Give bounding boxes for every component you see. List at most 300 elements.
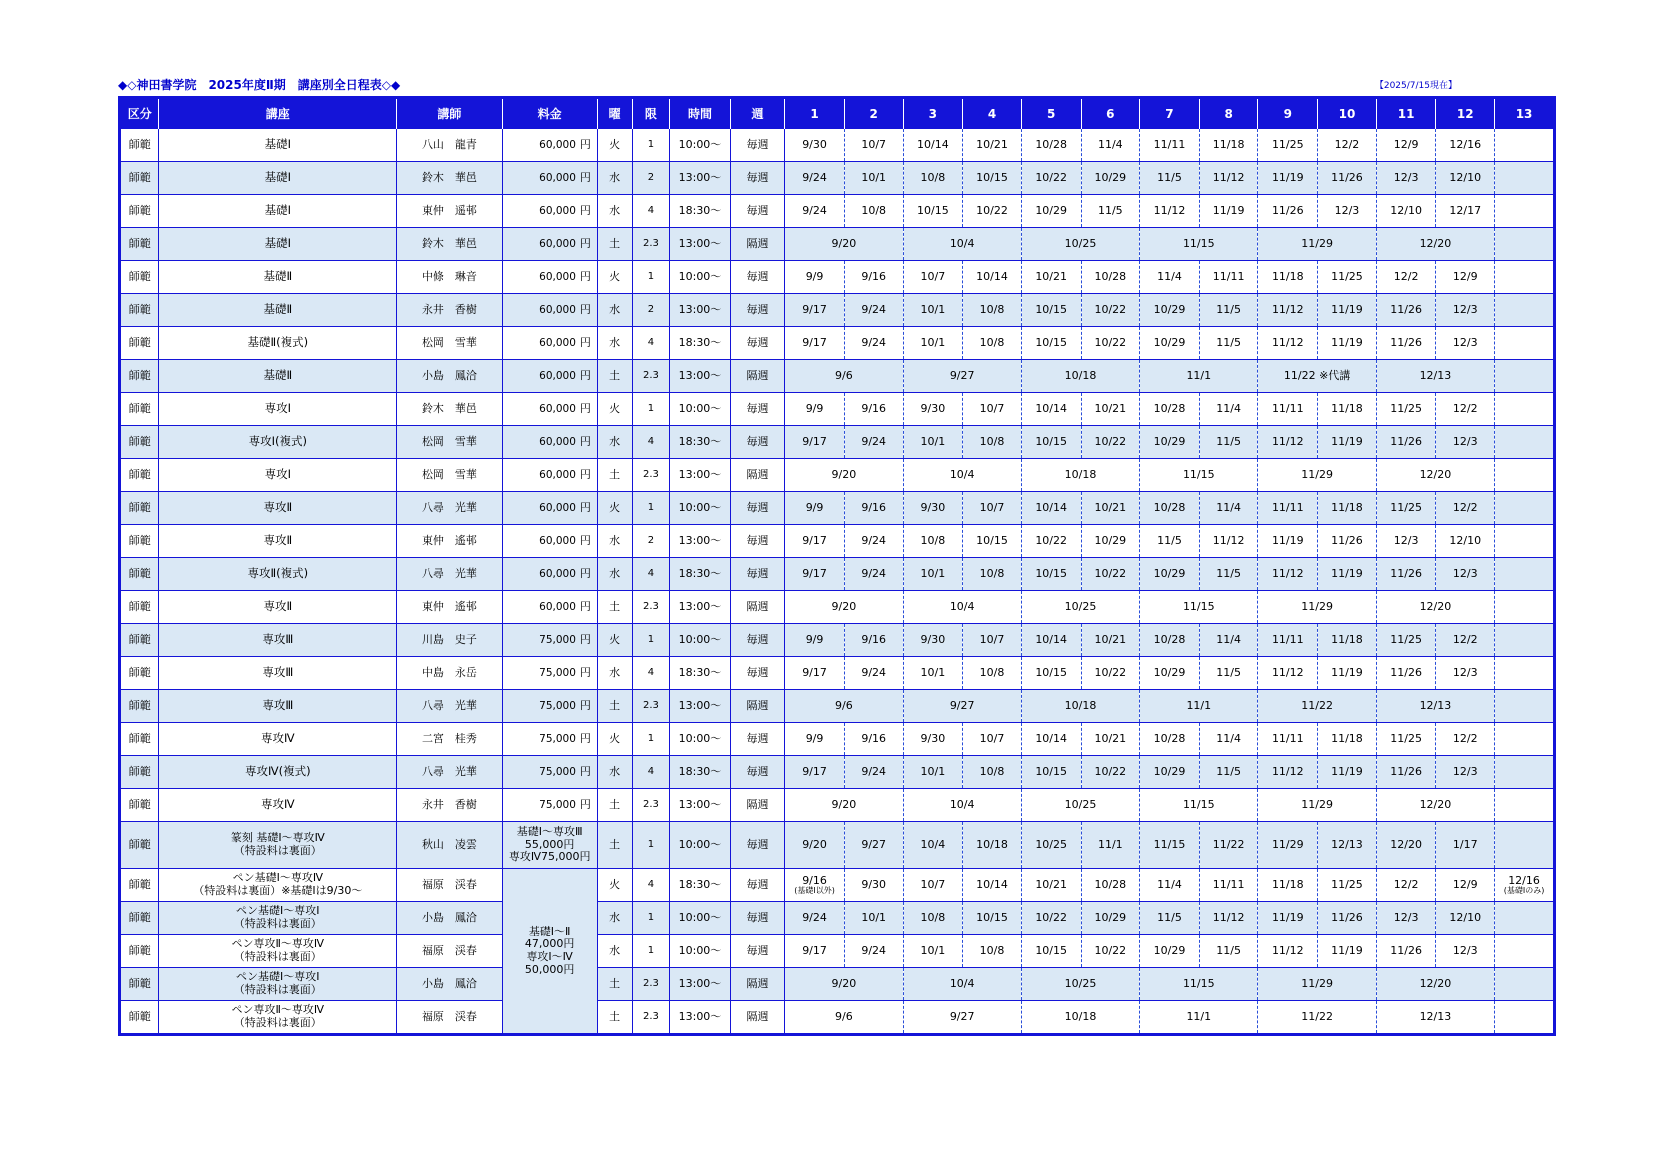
date-cell: 11/4: [1199, 393, 1258, 426]
date-cell: 10/14: [1021, 723, 1081, 756]
schedule-body: [120, 129, 1555, 1035]
day-cell: 火: [597, 393, 632, 426]
date-cell: 10/22: [1021, 525, 1081, 558]
period-cell: 4: [632, 195, 669, 228]
date-cell: 11/5: [1199, 327, 1258, 360]
date-cell: 11/5: [1199, 426, 1258, 459]
date-cell: 11/12: [1258, 935, 1318, 968]
header-session-4: 4: [963, 98, 1022, 129]
week-cell: 毎週: [730, 624, 784, 657]
date-cell: 10/25: [1021, 591, 1139, 624]
date-cell: 9/30: [903, 624, 963, 657]
period-cell: 2.3: [632, 968, 669, 1001]
date-cell: 11/19: [1258, 162, 1318, 195]
date-cell: 10/8: [963, 294, 1022, 327]
fee-cell: 60,000: [502, 129, 578, 162]
day-cell: 土: [597, 968, 632, 1001]
day-cell: 水: [597, 525, 632, 558]
yen-cell: 円: [578, 129, 597, 162]
date-cell: 11/29: [1258, 968, 1376, 1001]
date-cell: 10/22: [1021, 902, 1081, 935]
date-cell: 9/24: [785, 195, 845, 228]
date-cell: 9/24: [844, 525, 903, 558]
day-cell: 土: [597, 228, 632, 261]
schedule-table: [118, 96, 1556, 1036]
date-cell: 9/9: [785, 723, 845, 756]
time-cell: 10:00～: [670, 902, 731, 935]
period-cell: 1: [632, 492, 669, 525]
date-cell: 11/19: [1318, 756, 1377, 789]
date-cell: 11/26: [1318, 525, 1377, 558]
fee-cell: 60,000: [502, 228, 578, 261]
pen-fee-cell: [502, 869, 597, 1035]
date-cell: 10/28: [1140, 624, 1200, 657]
day-cell: 水: [597, 935, 632, 968]
table-row: [120, 657, 1555, 690]
fee-cell: 60,000: [502, 492, 578, 525]
fee-cell: [502, 822, 597, 869]
category-cell: 師範: [120, 822, 159, 869]
week-cell: 毎週: [730, 195, 784, 228]
date-cell: 11/5: [1199, 558, 1258, 591]
week-cell: 隔週: [730, 591, 784, 624]
yen-cell: 円: [578, 228, 597, 261]
week-cell: 毎週: [730, 294, 784, 327]
course-line-1: 篆刻 基礎Ⅰ～専攻Ⅳ: [230, 831, 325, 845]
category-cell: 師範: [120, 690, 159, 723]
date-cell: 11/12: [1199, 525, 1258, 558]
yen-cell: 円: [578, 261, 597, 294]
date-cell: 11/11: [1258, 492, 1318, 525]
period-cell: 2.3: [632, 690, 669, 723]
date-cell: 9/20: [785, 968, 903, 1001]
period-cell: 2: [632, 162, 669, 195]
date-cell: 9/30: [903, 723, 963, 756]
date-cell: 11/4: [1140, 869, 1200, 902]
day-cell: 水: [597, 426, 632, 459]
date-cell: 11/18: [1258, 261, 1318, 294]
date-cell: 9/17: [785, 558, 845, 591]
date-cell: 9/17: [785, 756, 845, 789]
date-cell: 12/2: [1376, 869, 1436, 902]
date-cell: 9/9: [785, 393, 845, 426]
table-row: [120, 294, 1555, 327]
date-cell: [1495, 129, 1555, 162]
teacher-cell: 中島 永岳: [397, 657, 503, 690]
header-course: 講座: [159, 98, 397, 129]
header-fee: 料金: [502, 98, 597, 129]
time-cell: 13:00～: [670, 294, 731, 327]
date-cell: 10/8: [903, 525, 963, 558]
date-cell: 10/29: [1140, 294, 1200, 327]
date-cell: 10/15: [903, 195, 963, 228]
fee-cell: 75,000: [502, 657, 578, 690]
date-cell: 12/10: [1436, 902, 1495, 935]
day-cell: 水: [597, 902, 632, 935]
date-cell: [1495, 822, 1555, 869]
date-cell: 12/3: [1376, 902, 1436, 935]
category-cell: 師範: [120, 935, 159, 968]
teacher-cell: 東仲 遙邨: [397, 591, 503, 624]
week-cell: 毎週: [730, 327, 784, 360]
date-cell: 12/3: [1318, 195, 1377, 228]
date-cell: 9/17: [785, 525, 845, 558]
teacher-cell: 八尋 光華: [397, 690, 503, 723]
week-cell: 毎週: [730, 393, 784, 426]
period-cell: 1: [632, 935, 669, 968]
fee-line-1: 基礎Ⅰ～専攻Ⅲ: [516, 825, 583, 839]
date-cell: 11/15: [1140, 789, 1258, 822]
date-cell: 11/22: [1258, 690, 1376, 723]
date-cell: 10/15: [1021, 327, 1081, 360]
period-cell: 2: [632, 294, 669, 327]
teacher-cell: 中條 琳音: [397, 261, 503, 294]
period-cell: 1: [632, 723, 669, 756]
category-cell: 師範: [120, 162, 159, 195]
week-cell: 毎週: [730, 162, 784, 195]
date-cell: 11/18: [1258, 869, 1318, 902]
header-session-10: 10: [1318, 98, 1377, 129]
header-row: [120, 98, 1555, 129]
teacher-cell: 永井 香樹: [397, 294, 503, 327]
day-cell: 火: [597, 261, 632, 294]
period-cell: 2.3: [632, 591, 669, 624]
week-cell: 毎週: [730, 261, 784, 294]
date-cell: 9/20: [785, 789, 903, 822]
date-cell: 10/15: [1021, 294, 1081, 327]
teacher-cell: 二宮 桂秀: [397, 723, 503, 756]
date-cell: 10/15: [963, 902, 1022, 935]
yen-cell: 円: [578, 162, 597, 195]
period-cell: 2.3: [632, 1001, 669, 1035]
date-cell: 12/10: [1376, 195, 1436, 228]
week-cell: 毎週: [730, 869, 784, 902]
date-cell: 11/19: [1318, 327, 1377, 360]
date-cell: 11/15: [1140, 968, 1258, 1001]
date-cell: [1495, 393, 1555, 426]
teacher-cell: 秋山 凌雲: [397, 822, 503, 869]
time-cell: 10:00～: [670, 261, 731, 294]
date-cell: 10/29: [1021, 195, 1081, 228]
date-cell: 10/29: [1140, 657, 1200, 690]
teacher-cell: 鈴木 華邑: [397, 228, 503, 261]
table-row: [120, 162, 1555, 195]
date-cell: 9/24: [844, 294, 903, 327]
week-cell: 毎週: [730, 723, 784, 756]
date-cell: 10/7: [963, 624, 1022, 657]
time-cell: 18:30～: [670, 195, 731, 228]
date-cell: 11/26: [1258, 195, 1318, 228]
course-cell: 専攻Ⅳ(複式): [159, 756, 397, 789]
date-cell: 10/14: [1021, 492, 1081, 525]
date-cell: 9/30: [903, 492, 963, 525]
date-cell: 10/15: [1021, 756, 1081, 789]
day-cell: 火: [597, 869, 632, 902]
date-cell: 11/12: [1258, 294, 1318, 327]
week-cell: 隔週: [730, 690, 784, 723]
date-cell: 11/25: [1258, 129, 1318, 162]
date-cell: 10/28: [1081, 869, 1140, 902]
date-cell: 11/18: [1318, 393, 1377, 426]
page-title: ◆◇神田書学院 2025年度Ⅱ期 講座別全日程表◇◆: [118, 78, 401, 92]
date-cell: 12/3: [1436, 935, 1495, 968]
course-line-2: （特設料は裏面）: [233, 1016, 322, 1029]
date-cell: 11/25: [1376, 624, 1436, 657]
period-cell: 1: [632, 902, 669, 935]
date-cell: 10/1: [903, 294, 963, 327]
category-cell: 師範: [120, 968, 159, 1001]
teacher-cell: 松岡 雪華: [397, 459, 503, 492]
date-cell: 9/27: [903, 360, 1021, 393]
category-cell: 師範: [120, 624, 159, 657]
date-cell: 10/4: [903, 789, 1021, 822]
date-cell: [1495, 657, 1555, 690]
date-cell: 11/15: [1140, 822, 1200, 869]
week-cell: 毎週: [730, 822, 784, 869]
course-cell: 専攻Ⅳ: [159, 789, 397, 822]
date-cell: 12/20: [1376, 459, 1494, 492]
date-cell: 11/11: [1199, 869, 1258, 902]
header-period: 限: [632, 98, 669, 129]
date-cell: 10/29: [1140, 935, 1200, 968]
date-cell: 9/27: [903, 1001, 1021, 1035]
yen-cell: 円: [578, 789, 597, 822]
date-cell: 9/20: [785, 822, 845, 869]
day-cell: 土: [597, 822, 632, 869]
category-cell: 師範: [120, 558, 159, 591]
fee-cell: 60,000: [502, 294, 578, 327]
day-cell: 土: [597, 459, 632, 492]
date-cell: 11/4: [1140, 261, 1200, 294]
week-cell: 隔週: [730, 360, 784, 393]
date-cell: 9/9: [785, 261, 845, 294]
course-cell: [159, 1001, 397, 1035]
header-week: 週: [730, 98, 784, 129]
date-cell: 12/2: [1436, 492, 1495, 525]
time-cell: 13:00～: [670, 1001, 731, 1035]
time-cell: 13:00～: [670, 789, 731, 822]
date-cell: 10/4: [903, 591, 1021, 624]
table-row: [120, 228, 1555, 261]
date-cell: 10/22: [1081, 327, 1140, 360]
day-cell: 土: [597, 1001, 632, 1035]
date-cell: 12/13: [1376, 360, 1494, 393]
date-cell: [1495, 492, 1555, 525]
header-session-3: 3: [903, 98, 963, 129]
date-cell: 11/5: [1199, 935, 1258, 968]
course-line-1: ペン基礎Ⅰ～専攻Ⅳ: [232, 871, 323, 885]
date-cell: 10/15: [1021, 426, 1081, 459]
period-cell: 4: [632, 558, 669, 591]
fee-cell: 60,000: [502, 261, 578, 294]
time-cell: 10:00～: [670, 393, 731, 426]
date-cell: 9/16: [844, 393, 903, 426]
course-cell: 基礎Ⅱ: [159, 261, 397, 294]
fee-cell: 60,000: [502, 360, 578, 393]
date-cell: 12/17: [1436, 195, 1495, 228]
date-cell: 10/1: [903, 657, 963, 690]
date-cell: 10/8: [903, 162, 963, 195]
date-cell: 11/26: [1376, 657, 1436, 690]
date-cell: 12/20: [1376, 228, 1494, 261]
day-cell: 水: [597, 195, 632, 228]
date-cell: [1495, 228, 1555, 261]
date-cell: 11/12: [1258, 756, 1318, 789]
date-cell: [1495, 162, 1555, 195]
date-cell: 9/20: [785, 228, 903, 261]
table-row: [120, 492, 1555, 525]
date-cell: 12/9: [1436, 261, 1495, 294]
date-cell: 10/15: [1021, 657, 1081, 690]
period-cell: 2.3: [632, 459, 669, 492]
header-day: 曜: [597, 98, 632, 129]
date-cell: 10/21: [1081, 393, 1140, 426]
period-cell: 1: [632, 393, 669, 426]
fee-cell: 75,000: [502, 723, 578, 756]
table-row: [120, 723, 1555, 756]
date-cell: 12/20: [1376, 789, 1494, 822]
date-cell: 10/22: [1081, 294, 1140, 327]
header-session-8: 8: [1199, 98, 1258, 129]
date-cell: 10/25: [1021, 822, 1081, 869]
teacher-cell: 松岡 雪華: [397, 426, 503, 459]
table-row: [120, 327, 1555, 360]
time-cell: 10:00～: [670, 624, 731, 657]
week-cell: 隔週: [730, 789, 784, 822]
date-cell: 11/25: [1318, 869, 1377, 902]
date-cell: 11/5: [1140, 902, 1200, 935]
date-cell: 11/22: [1199, 822, 1258, 869]
time-cell: 10:00～: [670, 935, 731, 968]
header-session-7: 7: [1140, 98, 1200, 129]
date-cell: 11/22: [1258, 1001, 1376, 1035]
date-cell: 10/8: [963, 657, 1022, 690]
category-cell: 師範: [120, 869, 159, 902]
week-cell: 毎週: [730, 129, 784, 162]
category-cell: 師範: [120, 129, 159, 162]
course-line-2: （特設料は裏面）※基礎Ⅰは9/30～: [193, 884, 363, 897]
time-cell: 10:00～: [670, 723, 731, 756]
fee-cell: 60,000: [502, 327, 578, 360]
date-cell: 9/16: [844, 624, 903, 657]
day-cell: 水: [597, 162, 632, 195]
table-row: [120, 822, 1555, 869]
course-line-2: （特設料は裏面）: [233, 917, 322, 930]
date-cell: 9/16: [844, 261, 903, 294]
time-cell: 10:00～: [670, 822, 731, 869]
table-row: [120, 525, 1555, 558]
teacher-cell: 川島 史子: [397, 624, 503, 657]
day-cell: 土: [597, 591, 632, 624]
date-cell: 12/13: [1318, 822, 1377, 869]
course-cell: [159, 968, 397, 1001]
course-line-1: ペン専攻Ⅱ～専攻Ⅳ: [231, 1003, 325, 1017]
course-cell: 専攻Ⅰ: [159, 459, 397, 492]
course-cell: [159, 822, 397, 869]
date-cell: [1495, 902, 1555, 935]
time-cell: 13:00～: [670, 228, 731, 261]
date-cell: 10/8: [963, 327, 1022, 360]
date-cell: 11/11: [1258, 723, 1318, 756]
course-line-1: ペン基礎Ⅰ～専攻Ⅰ: [236, 970, 320, 984]
date-cell: 9/6: [785, 690, 903, 723]
date-cell: 10/18: [1021, 1001, 1139, 1035]
period-cell: 2: [632, 525, 669, 558]
course-cell: 専攻Ⅱ: [159, 525, 397, 558]
category-cell: 師範: [120, 902, 159, 935]
date-cell: 12/3: [1436, 657, 1495, 690]
date-cell: 10/25: [1021, 789, 1139, 822]
date-cell: 11/19: [1258, 902, 1318, 935]
date-cell: 11/19: [1318, 558, 1377, 591]
date-cell: [1495, 459, 1555, 492]
date-cell: 11/15: [1140, 591, 1258, 624]
time-cell: 13:00～: [670, 525, 731, 558]
date-value: 9/16: [802, 873, 827, 887]
date-cell: 11/12: [1258, 558, 1318, 591]
period-cell: 1: [632, 261, 669, 294]
date-cell: 11/5: [1199, 756, 1258, 789]
day-cell: 水: [597, 294, 632, 327]
date-cell: 10/4: [903, 968, 1021, 1001]
date-cell: 9/24: [844, 558, 903, 591]
date-cell: [1495, 789, 1555, 822]
table-row: [120, 1001, 1555, 1035]
week-cell: 毎週: [730, 657, 784, 690]
date-cell: 9/16: [844, 723, 903, 756]
date-cell: [1495, 935, 1555, 968]
date-cell: 9/24: [844, 756, 903, 789]
day-cell: 水: [597, 657, 632, 690]
teacher-cell: 鈴木 華邑: [397, 162, 503, 195]
date-cell: 10/28: [1140, 393, 1200, 426]
week-cell: 隔週: [730, 968, 784, 1001]
date-note: (基礎Ⅰ以外): [794, 886, 835, 896]
date-cell: 10/15: [963, 525, 1022, 558]
date-cell: 10/22: [1081, 558, 1140, 591]
date-cell: 12/16: [1436, 129, 1495, 162]
table-row: [120, 393, 1555, 426]
table-row: [120, 459, 1555, 492]
date-cell: 10/29: [1081, 525, 1140, 558]
date-cell: 12/20: [1376, 822, 1436, 869]
date-cell: 10/28: [1140, 492, 1200, 525]
week-cell: 毎週: [730, 426, 784, 459]
header-session-12: 12: [1436, 98, 1495, 129]
teacher-cell: 松岡 雪華: [397, 327, 503, 360]
week-cell: 毎週: [730, 558, 784, 591]
fee-cell: 60,000: [502, 459, 578, 492]
date-cell: 10/22: [1081, 935, 1140, 968]
date-cell: 11/19: [1258, 525, 1318, 558]
time-cell: 13:00～: [670, 690, 731, 723]
date-cell: 10/1: [844, 902, 903, 935]
date-cell: 9/24: [844, 657, 903, 690]
category-cell: 師範: [120, 228, 159, 261]
teacher-cell: 小島 鳳洽: [397, 968, 503, 1001]
week-cell: 隔週: [730, 459, 784, 492]
date-cell: 11/15: [1140, 228, 1258, 261]
day-cell: 土: [597, 690, 632, 723]
date-cell: 10/14: [1021, 393, 1081, 426]
date-cell: 11/11: [1140, 129, 1200, 162]
date-cell: 12/3: [1436, 756, 1495, 789]
day-cell: 火: [597, 129, 632, 162]
period-cell: 1: [632, 129, 669, 162]
course-line-2: （特設料は裏面）: [233, 983, 322, 996]
date-cell: 10/21: [1021, 869, 1081, 902]
date-cell: 11/18: [1318, 624, 1377, 657]
